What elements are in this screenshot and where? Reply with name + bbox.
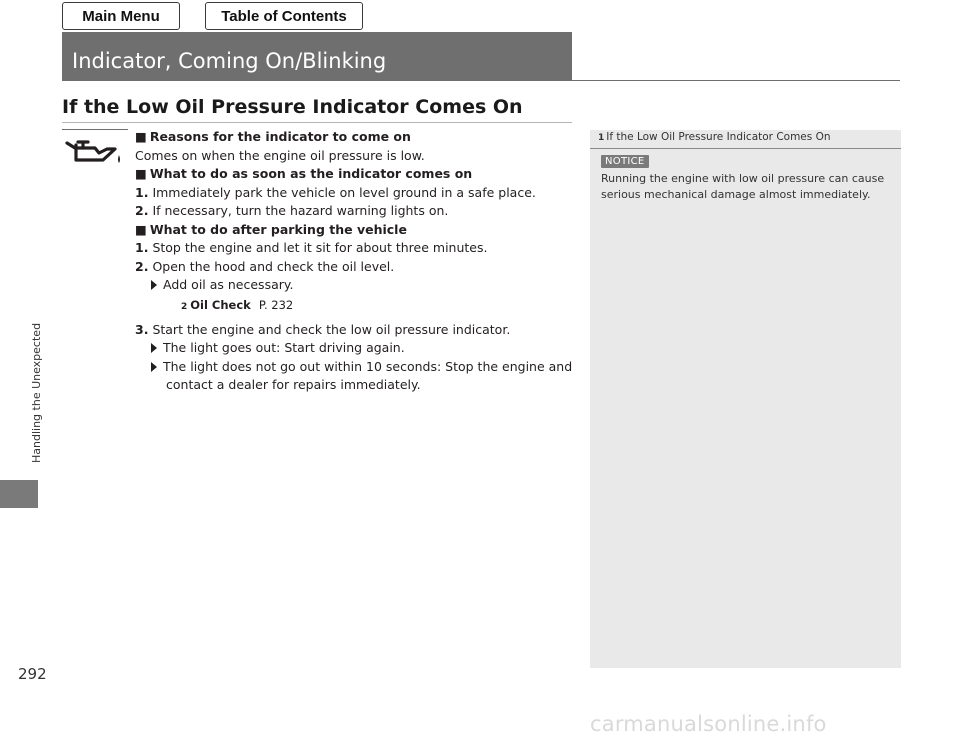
main-menu-button[interactable]: Main Menu [62, 2, 180, 30]
triangle-bullet-icon [151, 362, 157, 372]
after-step-3: 3. Start the engine and check the low oil pressure indicator. [135, 321, 511, 337]
note-marker-icon: 1 [598, 133, 605, 143]
what-step-1: 1. Immediately park the vehicle on level ground in a safe place. [135, 184, 536, 200]
section-title: Indicator, Coming On/Blinking [72, 49, 387, 73]
after-step-2-sub: Add oil as necessary. [135, 276, 575, 295]
oil-can-icon [63, 129, 127, 177]
notice-badge: NOTICE [601, 155, 649, 168]
after-step-2: 2. Open the hood and check the oil level. [135, 258, 395, 274]
oil-check-link[interactable]: 2 Oil Check P. 232 [135, 295, 575, 317]
page-heading: If the Low Oil Pressure Indicator Comes On [62, 96, 523, 118]
what-subheading: ■ What to do as soon as the indicator comes on [135, 166, 473, 181]
side-note-text: Running the engine with low oil pressure can cause serious mechanical damage almost immediately. [601, 172, 885, 201]
side-note-divider [590, 148, 901, 149]
triangle-bullet-icon [151, 343, 157, 353]
after-subheading: ■ What to do after parking the vehicle [135, 221, 407, 237]
side-note-panel [590, 130, 901, 668]
chapter-label: Handling the Unexpected [30, 322, 43, 463]
after-step-3-sub-1: The light goes out: Start driving again. [135, 339, 575, 358]
title-divider [62, 80, 900, 81]
heading-divider [62, 122, 572, 123]
section-title-bar [62, 32, 572, 80]
watermark: carmanualsonline.info [590, 712, 827, 736]
after-step-1: 1. Stop the engine and let it sit for about three minutes. [135, 240, 488, 255]
reference-arrow-icon: 2 [181, 301, 188, 312]
main-content [135, 128, 575, 395]
reasons-text: Comes on when the engine oil pressure is low. [135, 147, 425, 163]
table-of-contents-button[interactable]: Table of Contents [205, 2, 363, 30]
side-tab-marker [0, 480, 38, 508]
after-step-3-sub-2: The light does not go out within 10 seconds: Stop the engine and [135, 358, 575, 377]
triangle-bullet-icon [151, 280, 157, 290]
side-note-title: 1 If the Low Oil Pressure Indicator Comes On [598, 131, 831, 143]
after-step-3-sub-2-cont: contact a dealer for repairs immediately. [166, 377, 421, 392]
page-number: 292 [18, 665, 47, 683]
what-step-2: 2. If necessary, turn the hazard warning lights on. [135, 203, 449, 218]
reasons-subheading: ■ Reasons for the indicator to come on [135, 129, 411, 144]
